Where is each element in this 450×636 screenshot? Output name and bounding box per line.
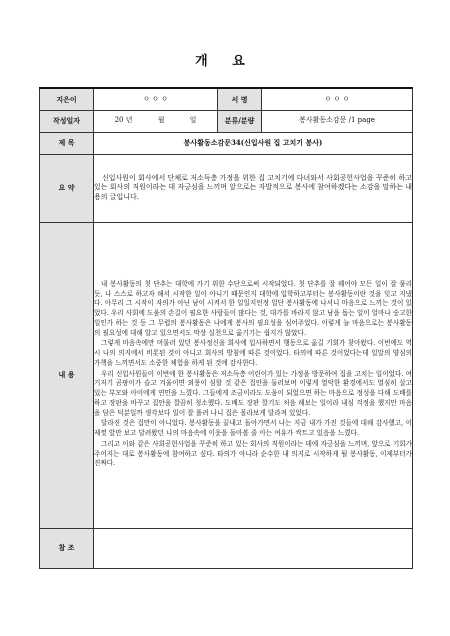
subject-value: 봉사활동소감문34(신입사원 집 고치기 봉사): [94, 132, 413, 154]
reference-value: [94, 528, 413, 568]
content-paragraph: 그렇게 마음속에만 머물러 있던 봉사정신을 회사에 입사하면서 행동으로 옮길 기회가 찾아왔다. 이번에도 역시 나의 의지에서 비롯된 것이 아니고 회사의 방침에 따른 것이었다. 타의에 따른 것이었다는데 일말의 양심의 가책을 느끼면서도 소중한 체험을 하게 된 것에 감사한다.: [94, 339, 412, 367]
content-body: [94, 222, 413, 528]
summary-label: 요 약: [40, 154, 94, 222]
signature-label: 서 명: [218, 88, 262, 110]
content-paragraph: 그리고 이와 같은 사회공헌사업을 꾸준히 하고 있는 회사의 직원이라는 데에 자긍심을 느끼며, 앞으로 기회가 주어지는 대로 봉사활동에 참여하고 싶다. 타의가 아니라 순수한 내 의지로 시작하게 될 봉사활동, 이제부터가 진짜다.: [94, 439, 412, 468]
author-label: 지은이: [40, 88, 94, 110]
date-label: 작성일자: [40, 110, 94, 132]
page-title: 개 요: [195, 54, 255, 69]
row-summary: [40, 154, 413, 222]
author-value: ㅇ ㅇ ㅇ: [94, 88, 218, 110]
signature-value: ㅇ ㅇ ㅇ: [262, 88, 413, 110]
date-value: [94, 110, 218, 132]
row-reference: [40, 528, 413, 568]
subject-label: 제 목: [40, 132, 94, 154]
summary-text: 신입사원이 회사에서 단체로 저소득층 가정을 위한 집 고치기에 다녀와서 사회공헌사업을 꾸준히 하고 있는 회사의 직원이라는 데 자긍심을 느끼며 앞으로는 자발적으로 봉사에 참여하겠다는 소감을 말하는 내용의 글입니다.: [94, 154, 413, 222]
row-subject: [40, 132, 413, 154]
date-year: 20 년: [114, 116, 133, 125]
document-form-table: [39, 87, 413, 569]
content-label: 내 용: [40, 222, 94, 528]
reference-label: 참 조: [40, 528, 94, 568]
date-month: 월: [157, 116, 165, 125]
row-author: [40, 88, 413, 110]
content-paragraph: 달라진 것은 집만이 아니었다. 봉사활동을 끝내고 돌아가면서 나는 지금 내가 가진 것들에 대해 감사했고, 이제껏 앞만 보고 달려왔던 나의 마음속에 이웃을 돌아볼 줄 아는 여유가 싹트고 있음을 느꼈다.: [94, 419, 412, 438]
row-content: [40, 222, 413, 528]
content-paragraph: 우리 신입사원들이 이번에 한 봉사활동은 저소득층 어린이가 있는 가정을 방문하여 집을 고치는 일이었다. 여기저기 곰팡이가 슬고 겨울이면 외풍이 심할 것 같은 집안을 둘러보며 이렇게 열악한 환경에서도 열심히 살고 있는 부모와 아이에게 연민을 느꼈다. 그들에게 조금이라도 도움이 되었으면 하는 마음으로 정성을 다해 도배를 하고 장판을 바꾸고 집안을 깔끔히 청소했다. 도배도 장판 깔기도 처음 해보는 일이라 내심 걱정을 했지만 마음을 담은 덕분일까 생각보다 일이 잘 풀려 나니 집은 몰라보게 달라져 있었다.: [94, 369, 412, 417]
content-paragraph: 내 봉사활동의 첫 단추는 대학에 가기 위한 수단으로써 시작되었다. 첫 단추를 잘 꿰어야 모든 일이 잘 풀리듯, 나 스스로 하고자 해서 시작한 일이 아니기 때문인지 대학에 입학하고부터는 봉사활동이란 것을 잊고 지냈다. 아무리 그 시작이 자의가 아닌 남이 시켜서 한 일일지언정 일단 봉사활동에 나서니 마음으로 느끼는 것이 있었다. 우리 사회에 도움의 손길이 필요한 사람들이 많다는 것, 대가를 바라지 않고 남을 돕는 일이 얼마나 숭고한 일인가 하는 것 등 그 무렵의 봉사활동은 나에게 봉사의 필요성을 심어주었다. 이렇게 늘 마음으로는 봉사활동의 필요성에 대해 알고 있으면서도 막상 실천으로 옮기기는 쉽지가 않았다.: [94, 279, 412, 337]
category-value: 봉사활동소감문 /1 page: [262, 110, 413, 132]
row-date: [40, 110, 413, 132]
date-day: 일: [189, 116, 197, 125]
category-label: 분류/분량: [218, 110, 262, 132]
